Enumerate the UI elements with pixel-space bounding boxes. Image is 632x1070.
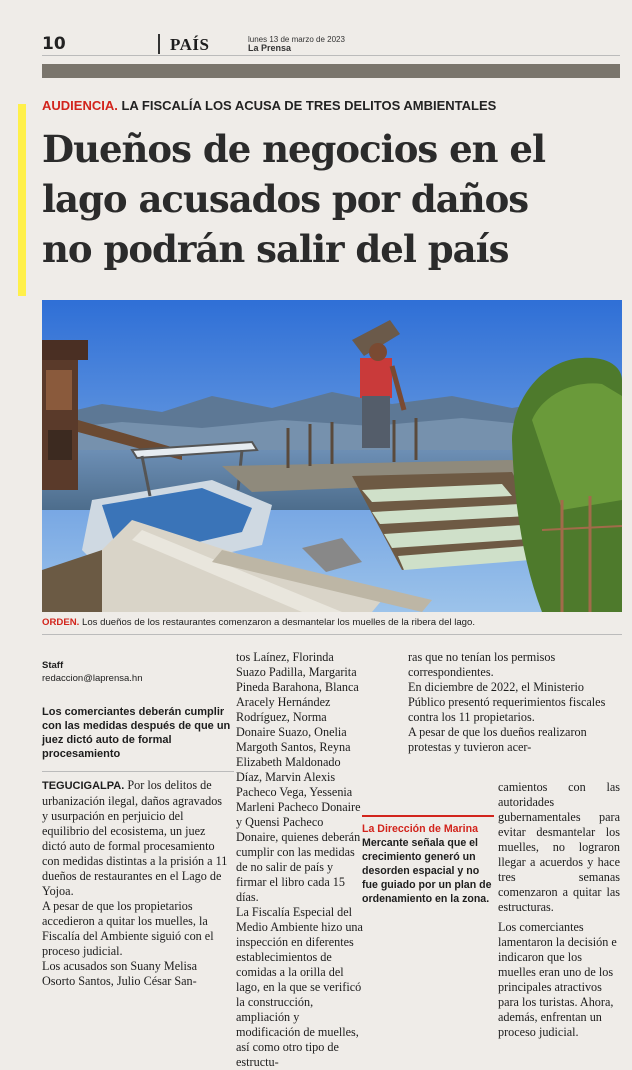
paragraph: Los acusados son Suany Melisa Osorto Santos, Julio César San- [42, 959, 198, 988]
column-3-right [498, 780, 620, 915]
headline-line: Dueños de negocios en el [42, 127, 545, 171]
kicker-text: LA FISCALÍA LOS ACUSA DE TRES DELITOS AMBIENTALES [121, 98, 497, 113]
paragraph: En diciembre de 2022, el Ministerio Público presentó requerimientos fiscales contra los 11 propietarios. [408, 680, 606, 724]
pull-quote-rule [362, 815, 494, 817]
publication-date: lunes 13 de marzo de 2023 [248, 35, 345, 44]
headline-line: no podrán salir del país [42, 227, 509, 271]
column-1 [42, 650, 231, 989]
kicker-label: AUDIENCIA. [42, 98, 118, 113]
dateline: TEGUCIGALPA. [42, 780, 125, 792]
column-3-bottom [498, 920, 620, 1040]
header-band [42, 64, 620, 78]
article-deck: Los comerciantes deberán cumplir con las medidas después de que un juez dictó auto de formal procesamiento [42, 705, 234, 772]
caption-label: ORDEN. [42, 617, 80, 628]
section-name: PAÍS [170, 35, 210, 54]
column-2 [236, 650, 364, 1070]
header-date-block [248, 35, 345, 53]
header-divider [158, 34, 160, 54]
paragraph: ras que no tenían los permisos correspondientes. [408, 650, 556, 679]
paragraph: camientos con las autoridades gubernamentales para evitar desmantelar los muelles, no lograron llegar a acuerdos y hace tres semanas comenzaron a quitar las estructuras. [498, 780, 620, 914]
column-1-body [42, 778, 230, 989]
pull-quote-label: La Dirección de Marina [362, 823, 478, 835]
article-photo [42, 300, 622, 612]
caption-rule [42, 634, 622, 635]
pull-quote [362, 822, 494, 906]
page-header [42, 32, 620, 56]
highlighter-mark [18, 104, 26, 296]
page-number: 10 [42, 34, 66, 54]
headline [42, 124, 622, 274]
caption-text: Los dueños de los restaurantes comenzaron a desmantelar los muelles de la ribera del lago. [81, 617, 476, 628]
photo-caption [42, 617, 622, 628]
paragraph: Los comerciantes lamentaron la decisión e indicaron que los muelles eran uno de los principales atractivos para los turistas. Ahora, además, enfrentan un proceso judicial. [498, 920, 617, 1039]
author-email: redaccion@laprensa.hn [42, 673, 143, 684]
paragraph [42, 778, 230, 899]
byline: Staff [42, 660, 64, 671]
newspaper-name: La Prensa [248, 43, 292, 53]
kicker [42, 98, 496, 113]
paragraph: A pesar de que los propietarios accedieron a quitar los muelles, la Fiscalía del Ambiente siguió con el proceso judicial. [42, 899, 214, 958]
column-3-top [408, 650, 620, 755]
pull-quote-text: Mercante señala que el crecimiento generó un desorden espacial y no fue guiado por un plan de ordenamiento en la zona. [362, 837, 492, 905]
headline-line: lago acusados por daños [42, 177, 529, 221]
paragraph: La Fiscalía Especial del Medio Ambiente hizo una inspección en diferentes establecimientos de comidas a la orilla del lago, en la que se verificó la construcción, ampliación y modificación de muelles, así como otro tipo de estructu- [236, 905, 363, 1069]
paragraph: tos Laínez, Florinda Suazo Padilla, Margarita Pineda Barahona, Blanca Aracely Hernández Rodríguez, Norma Donaire Suazo, Onelia Margoth Santos, Reyna Elizabeth Maldonado Díaz, Marvin Alexis Pacheco Vega, Yessenia Marleni Pacheco Donaire y Quensi Pacheco Donaire, quienes deberán cumplir con las medidas de no salir de país y firmar el libro cada 15 días. [236, 650, 361, 904]
paragraph: A pesar de que los dueños realizaron protestas y tuvieron acer- [408, 725, 587, 754]
paragraph-text: Por los delitos de urbanización ilegal, daños agravados y usurpación en perjuicio del equilibrio del ecosistema, un juez dictó auto de formal procesamiento con medidas distintas a la prisión a 11 dueños de restaurantes en el Lago de Yojoa. [42, 778, 228, 898]
